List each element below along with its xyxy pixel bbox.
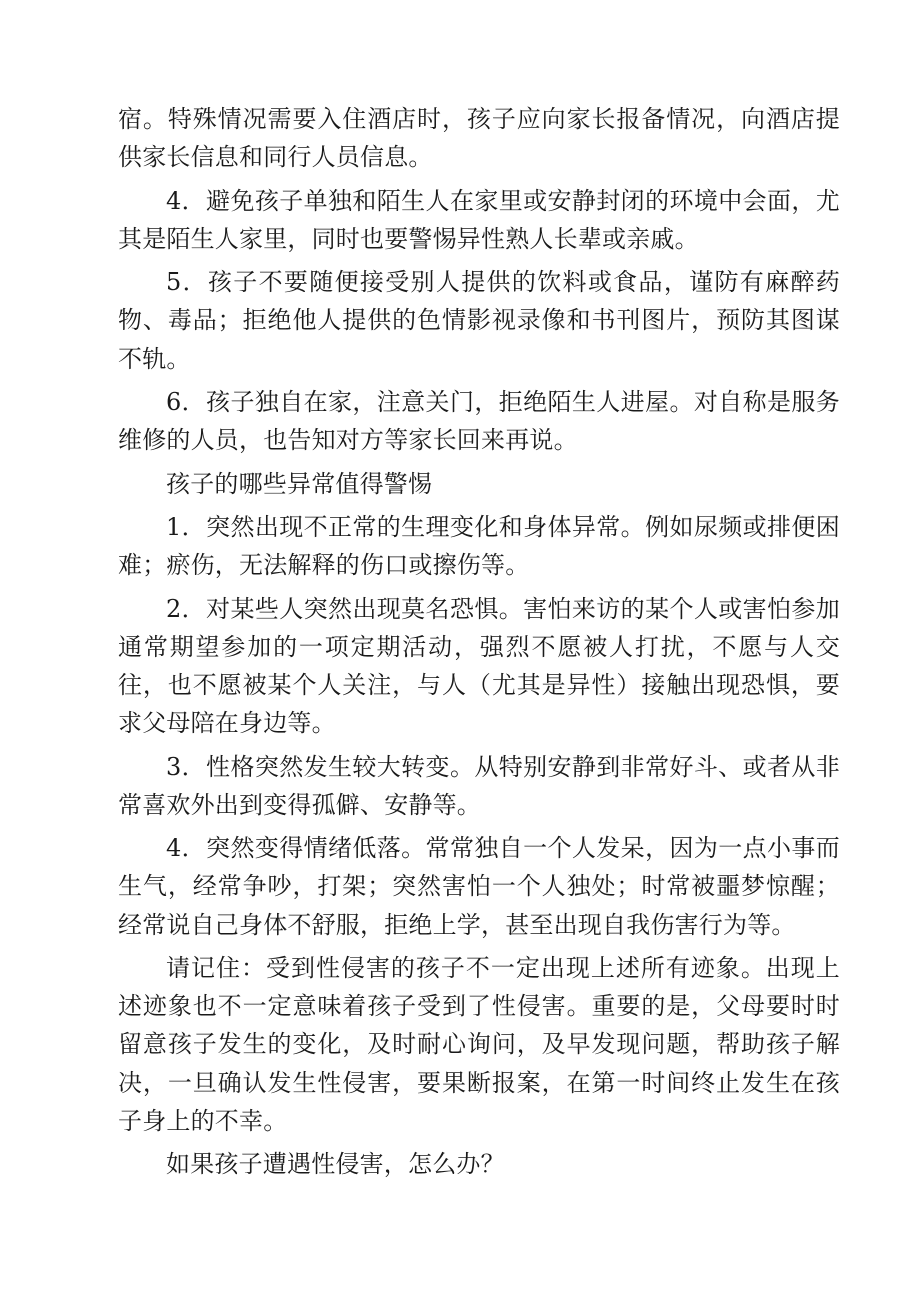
- paragraph-item-6-home-alone: 6．孩子独自在家，注意关门，拒绝陌生人进屋。对自称是服务维修的人员，也告知对方等家长回来再说。: [118, 387, 840, 455]
- paragraph-item-4-strangers: 4．避免孩子单独和陌生人在家里或安静封闭的环境中会面，尤其是陌生人家里，同时也要警惕异性熟人长辈或亲戚。: [118, 186, 840, 253]
- paragraph-sign-1-physical: 1．突然出现不正常的生理变化和身体异常。例如尿频或排便困难；瘀伤，无法解释的伤口或擦伤等。: [118, 512, 840, 580]
- paragraph-remember: 请记住：受到性侵害的孩子不一定出现上述所有迹象。出现上述迹象也不一定意味着孩子受到了性侵害。重要的是，父母要时时留意孩子发生的变化，及时耐心询问，及早发现问题，帮助孩子解决，一旦确认发生性侵害，要果断报案，在第一时间终止发生在孩子身上的不幸。: [118, 953, 840, 1135]
- paragraph-continuation: 宿。特殊情况需要入住酒店时，孩子应向家长报备情况，向酒店提供家长信息和同行人员信息。: [118, 105, 840, 172]
- section-heading-what-to-do: 如果孩子遭遇性侵害，怎么办？: [166, 1150, 505, 1179]
- document-body: [118, 100, 840, 1189]
- section-heading-warning-signs: 孩子的哪些异常值得警惕: [166, 469, 433, 498]
- paragraph-sign-2-fear: 2．对某些人突然出现莫名恐惧。害怕来访的某个人或害怕参加通常期望参加的一项定期活动，强烈不愿被人打扰，不愿与人交往，也不愿被某个人关注，与人（尤其是异性）接触出现恐惧，要求父母陪在身边等。: [118, 594, 840, 738]
- paragraph-item-5-food-drink: 5．孩子不要随便接受别人提供的饮料或食品，谨防有麻醉药物、毒品；拒绝他人提供的色情影视录像和书刊图片，预防其图谋不轨。: [118, 268, 840, 373]
- paragraph-sign-4-mood: 4．突然变得情绪低落。常常独自一个人发呆，因为一点小事而生气，经常争吵，打架；突然害怕一个人独处；时常被噩梦惊醒；经常说自己身体不舒服，拒绝上学，甚至出现自我伤害行为等。: [118, 834, 840, 939]
- paragraph-sign-3-personality: 3．性格突然发生较大转变。从特别安静到非常好斗、或者从非常喜欢外出到变得孤僻、安静等。: [118, 752, 840, 819]
